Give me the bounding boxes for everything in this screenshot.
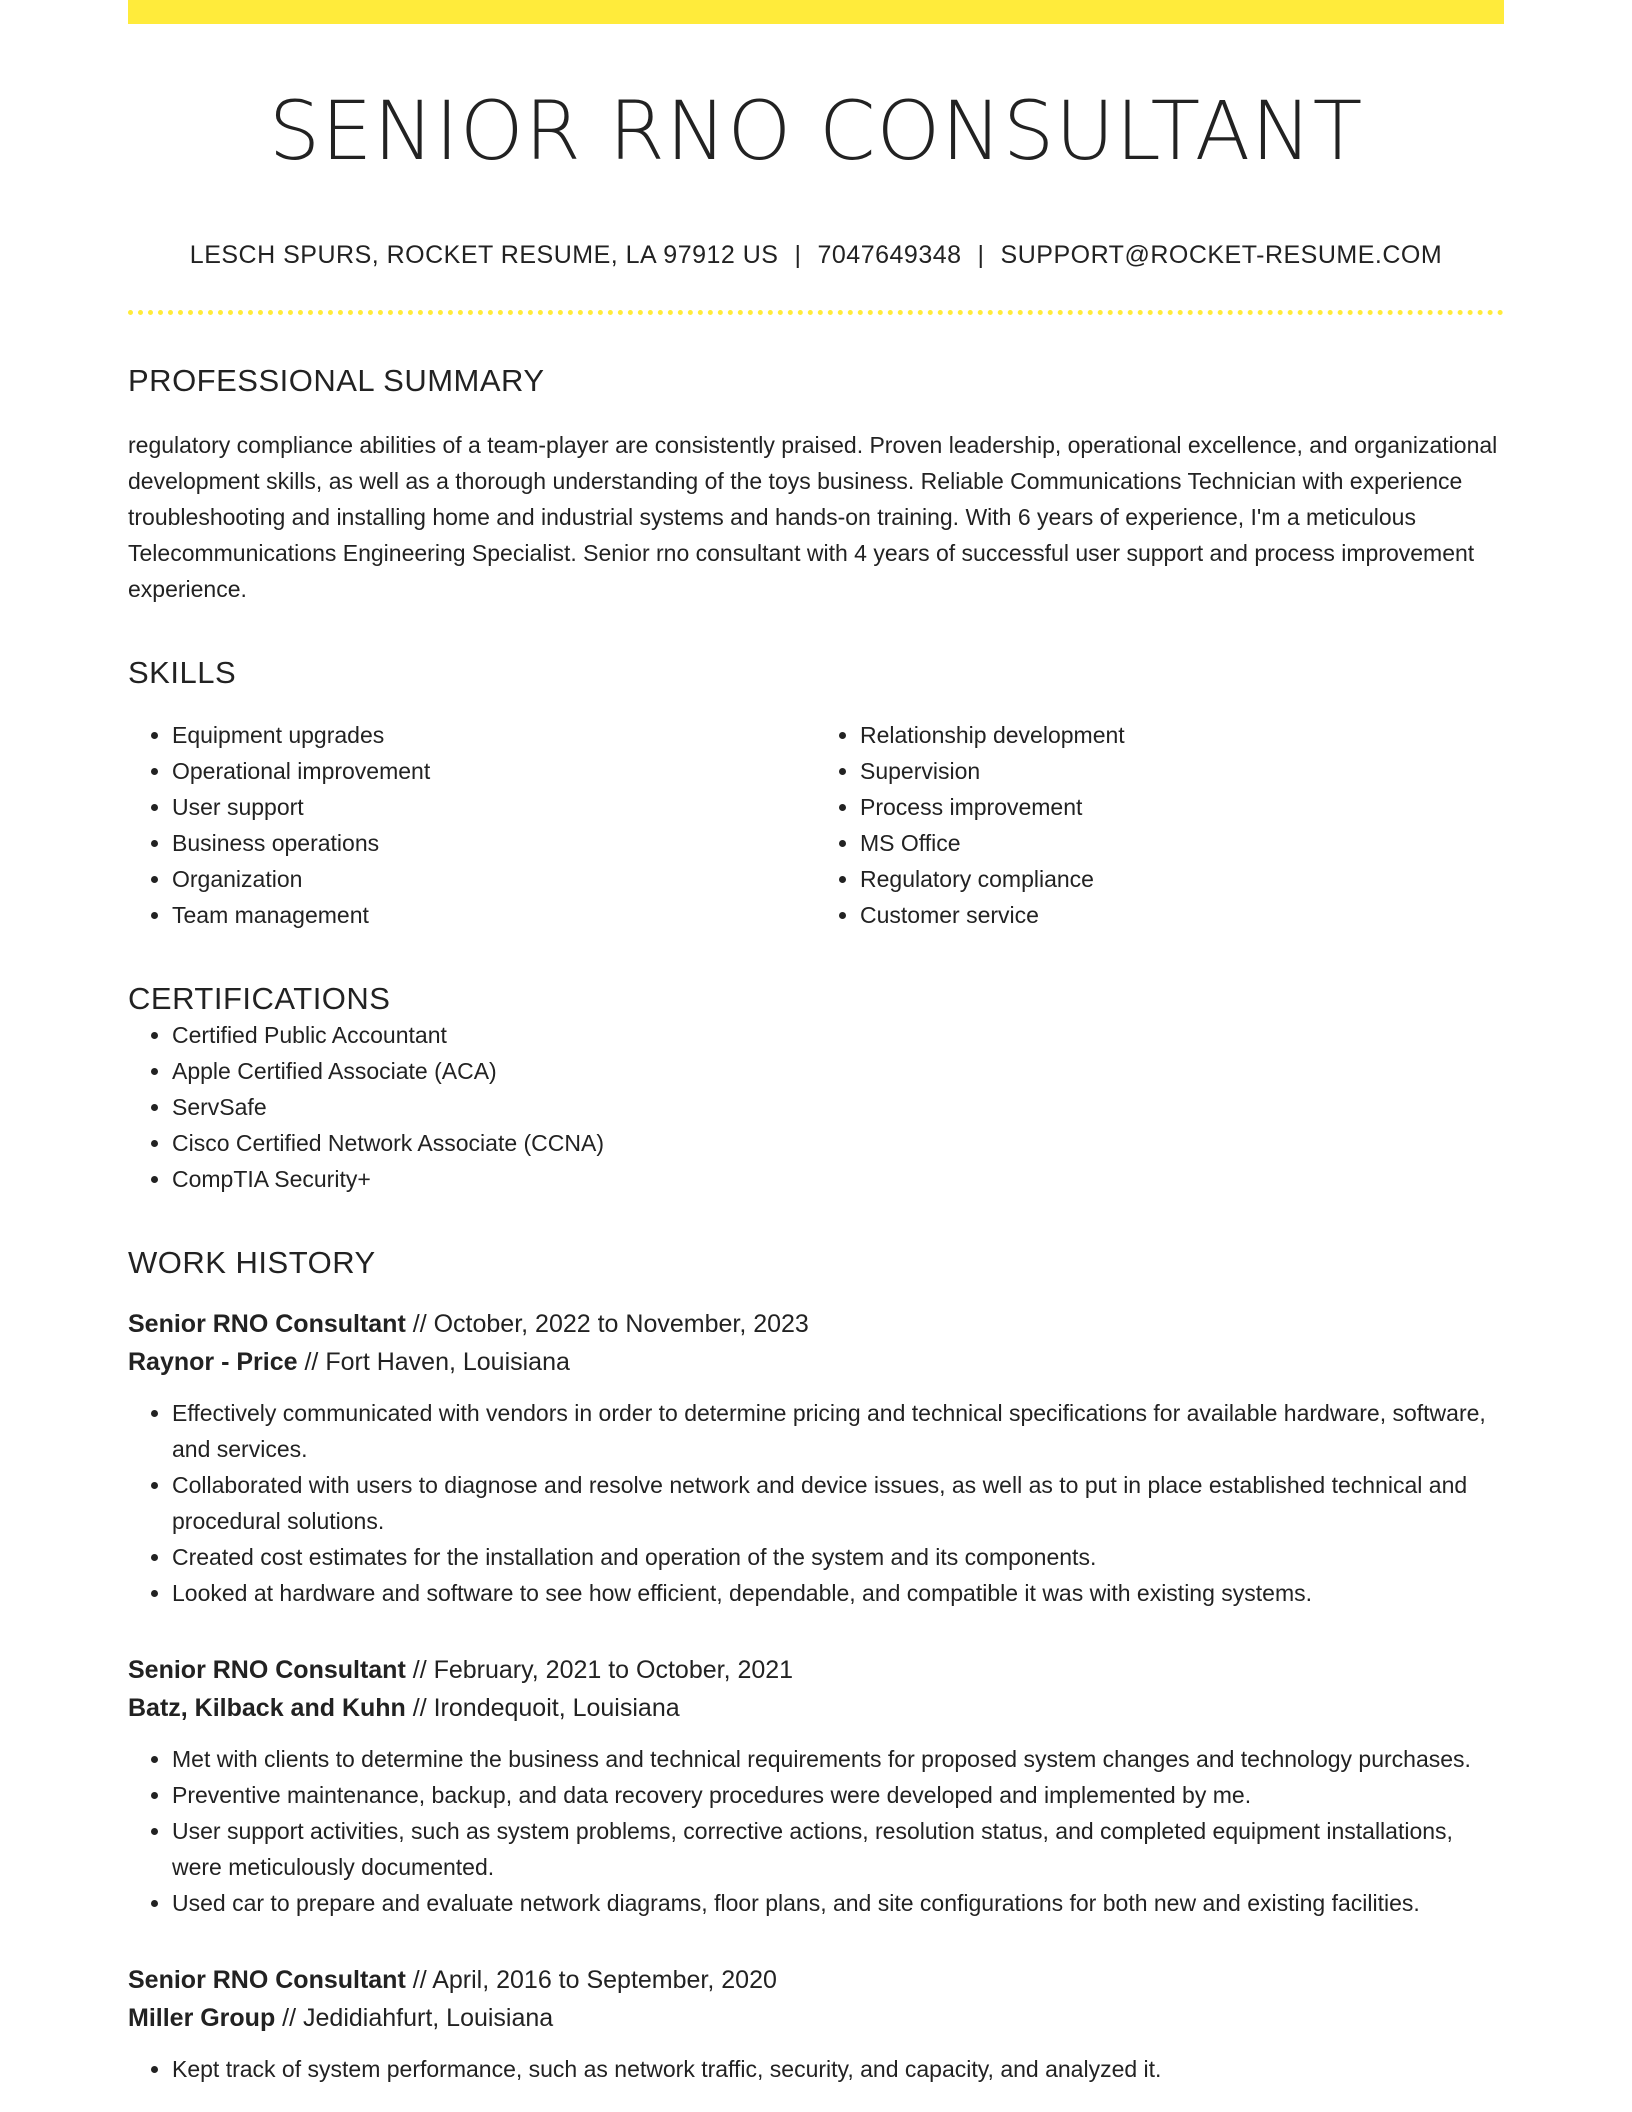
job-bullet: • Looked at hardware and software to see how efficient, dependable, and compatible it was with existing systems.	[172, 1575, 1504, 1611]
skill-item: • MS Office	[860, 825, 1504, 861]
job-divider: //	[405, 1310, 434, 1339]
job-divider: //	[405, 1694, 434, 1723]
resume-name: SENIOR RNO CONSULTANT	[268, 85, 1364, 179]
resume-page	[128, 0, 1504, 2087]
skill-item: • Equipment upgrades	[172, 717, 816, 753]
job-entry	[128, 1651, 1504, 1921]
contact-email: SUPPORT@ROCKET-RESUME.COM	[1000, 241, 1443, 270]
job-entry	[128, 1305, 1504, 1611]
skill-item: • User support	[172, 789, 816, 825]
certification-item: • CompTIA Security+	[172, 1161, 1504, 1197]
work-history-heading: WORK HISTORY	[128, 1245, 376, 1281]
accent-top-bar	[128, 0, 1504, 24]
job-location: Jedidiahfurt, Louisiana	[303, 2004, 554, 2033]
certification-item: • Cisco Certified Network Associate (CCNA)	[172, 1125, 1504, 1161]
job-title: Senior RNO Consultant	[128, 1656, 406, 1685]
certification-item: • Certified Public Accountant	[172, 1017, 1504, 1053]
job-company: Batz, Kilback and Kuhn	[128, 1694, 406, 1723]
job-title-line	[128, 1305, 1504, 1343]
job-company-line	[128, 1689, 1504, 1727]
job-company: Raynor - Price	[128, 1348, 298, 1377]
skills-list-left	[128, 717, 816, 933]
job-bullets	[128, 1395, 1504, 1611]
certification-item: • Apple Certified Associate (ACA)	[172, 1053, 1504, 1089]
skill-item: • Process improvement	[860, 789, 1504, 825]
job-entry	[128, 1961, 1504, 2087]
job-divider: //	[275, 2004, 304, 2033]
summary-heading: PROFESSIONAL SUMMARY	[128, 363, 545, 399]
job-location: Irondequoit, Louisiana	[433, 1694, 680, 1723]
summary-text: regulatory compliance abilities of a team-player are consistently praised. Proven leadership, operational excellence, and organizational development skills, as well as a thorough understanding of the toys business. Reliable Communications Technician with experience troubleshooting and installing home and industrial systems and hands-on training. With 6 years of experience, I'm a meticulous Telecommunications Engineering Specialist. Senior rno consultant with 4 years of successful user support and process improvement experience.	[128, 432, 1498, 603]
contact-line	[128, 241, 1504, 270]
skills-columns	[128, 717, 1504, 933]
skill-item: • Supervision	[860, 753, 1504, 789]
job-divider: //	[405, 1656, 434, 1685]
job-bullet: • User support activities, such as system problems, corrective actions, resolution status, and completed equipment installations, were meticulously documented.	[172, 1813, 1504, 1885]
job-title: Senior RNO Consultant	[128, 1966, 406, 1995]
job-bullet: • Used car to prepare and evaluate network diagrams, floor plans, and site configurations for both new and existing facilities.	[172, 1885, 1504, 1921]
skills-list-right	[816, 717, 1504, 933]
contact-phone: 7047649348	[817, 241, 962, 270]
job-bullet: • Created cost estimates for the installation and operation of the system and its components.	[172, 1539, 1504, 1575]
skill-item: • Operational improvement	[172, 753, 816, 789]
skill-item: • Organization	[172, 861, 816, 897]
job-title-line	[128, 1651, 1504, 1689]
certifications-heading: CERTIFICATIONS	[128, 981, 391, 1017]
job-bullet: • Kept track of system performance, such as network traffic, security, and capacity, and analyzed it.	[172, 2051, 1504, 2087]
job-bullet: • Effectively communicated with vendors in order to determine pricing and technical specifications for available hardware, software, and services.	[172, 1395, 1504, 1467]
job-divider: //	[297, 1348, 326, 1377]
skill-item: • Customer service	[860, 897, 1504, 933]
job-divider: //	[405, 1966, 433, 1995]
skill-item: • Regulatory compliance	[860, 861, 1504, 897]
certifications-list	[128, 1017, 1504, 1197]
dotted-divider	[128, 310, 1504, 315]
job-bullets	[128, 1741, 1504, 1921]
job-company: Miller Group	[128, 2004, 276, 2033]
contact-address: LESCH SPURS, ROCKET RESUME, LA 97912 US	[189, 241, 779, 270]
job-company-line	[128, 1999, 1504, 2037]
job-bullets	[128, 2051, 1504, 2087]
job-dates: April, 2016 to September, 2020	[432, 1966, 777, 1995]
skill-item: • Team management	[172, 897, 816, 933]
skill-item: • Relationship development	[860, 717, 1504, 753]
certification-item: • ServSafe	[172, 1089, 1504, 1125]
contact-separator: |	[977, 241, 985, 270]
job-company-line	[128, 1343, 1504, 1381]
skill-item: • Business operations	[172, 825, 816, 861]
job-location: Fort Haven, Louisiana	[325, 1348, 570, 1377]
skills-heading: SKILLS	[128, 655, 237, 691]
job-bullet: • Preventive maintenance, backup, and data recovery procedures were developed and implemented by me.	[172, 1777, 1504, 1813]
job-bullet: • Met with clients to determine the business and technical requirements for proposed system changes and technology purchases.	[172, 1741, 1504, 1777]
contact-separator: |	[794, 241, 802, 270]
job-dates: February, 2021 to October, 2021	[433, 1656, 794, 1685]
job-title-line	[128, 1961, 1504, 1999]
job-title: Senior RNO Consultant	[128, 1310, 406, 1339]
job-bullet: • Collaborated with users to diagnose and resolve network and device issues, as well as to put in place established technical and procedural solutions.	[172, 1467, 1504, 1539]
job-dates: October, 2022 to November, 2023	[433, 1310, 809, 1339]
